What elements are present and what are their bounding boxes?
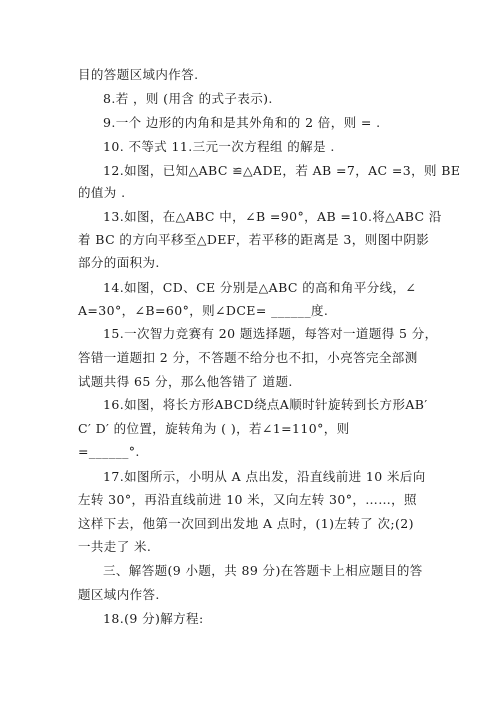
text-line: 着 BC 的方向平移至△DEF，若平移的距离是 3，则图中阴影 — [78, 232, 430, 247]
question-8: 8.若 ，则 (用含 的式子表示). — [103, 91, 273, 106]
question-17: 17.如图所示，小明从 A 点出发，沿直线前进 10 米后向 — [103, 469, 426, 484]
text-line: A=30°，∠B=60°，则∠DCE= ______度. — [78, 303, 329, 318]
question-12: 12.如图，已知△ABC ≌△ADE，若 AB =7，AC =3，则 BE — [103, 163, 461, 178]
text-line: C′ D′ 的位置，旋转角为 ( )，若∠1=110°，则 — [78, 421, 350, 436]
text-line: 这样下去，他第一次回到出发地 A 点时，(1)左转了 次;(2) — [78, 516, 414, 531]
text-line: 部分的面积为. — [78, 255, 160, 270]
text-line: 目的答题区域内作答. — [78, 67, 199, 82]
question-15: 15.一次智力竞赛有 20 题选择题，每答对一道题得 5 分， — [103, 326, 438, 341]
text-line: =______°. — [78, 444, 140, 459]
text-line: 题区域内作答. — [78, 587, 160, 602]
question-14: 14.如图，CD、CE 分别是△ABC 的高和角平分线，∠ — [103, 280, 417, 295]
text-line: 左转 30°，再沿直线前进 10 米，又向左转 30°，……，照 — [78, 492, 417, 507]
question-16: 16.如图，将长方形ABCD绕点A顺时针旋转到长方形AB′ — [103, 397, 428, 412]
question-18: 18.(9 分)解方程: — [103, 611, 204, 626]
text-line: 一共走了 米. — [78, 539, 152, 554]
text-line: 的值为 . — [78, 185, 126, 200]
question-13: 13.如图，在△ABC 中，∠B =90°，AB =10.将△ABC 沿 — [103, 209, 442, 224]
text-line: 答错一道题扣 2 分，不答题不给分也不扣，小亮答完全部测 — [78, 350, 418, 365]
question-9: 9.一个 边形的内角和是其外角和的 2 倍，则 = . — [103, 115, 381, 130]
question-10-11: 10. 不等式 11.三元一次方程组 的解是 . — [103, 139, 335, 154]
text-line: 试题共得 65 分，那么他答错了 道题. — [78, 374, 293, 389]
section-heading: 三、解答题(9 小题，共 89 分)在答题卡上相应题目的答 — [103, 563, 423, 578]
